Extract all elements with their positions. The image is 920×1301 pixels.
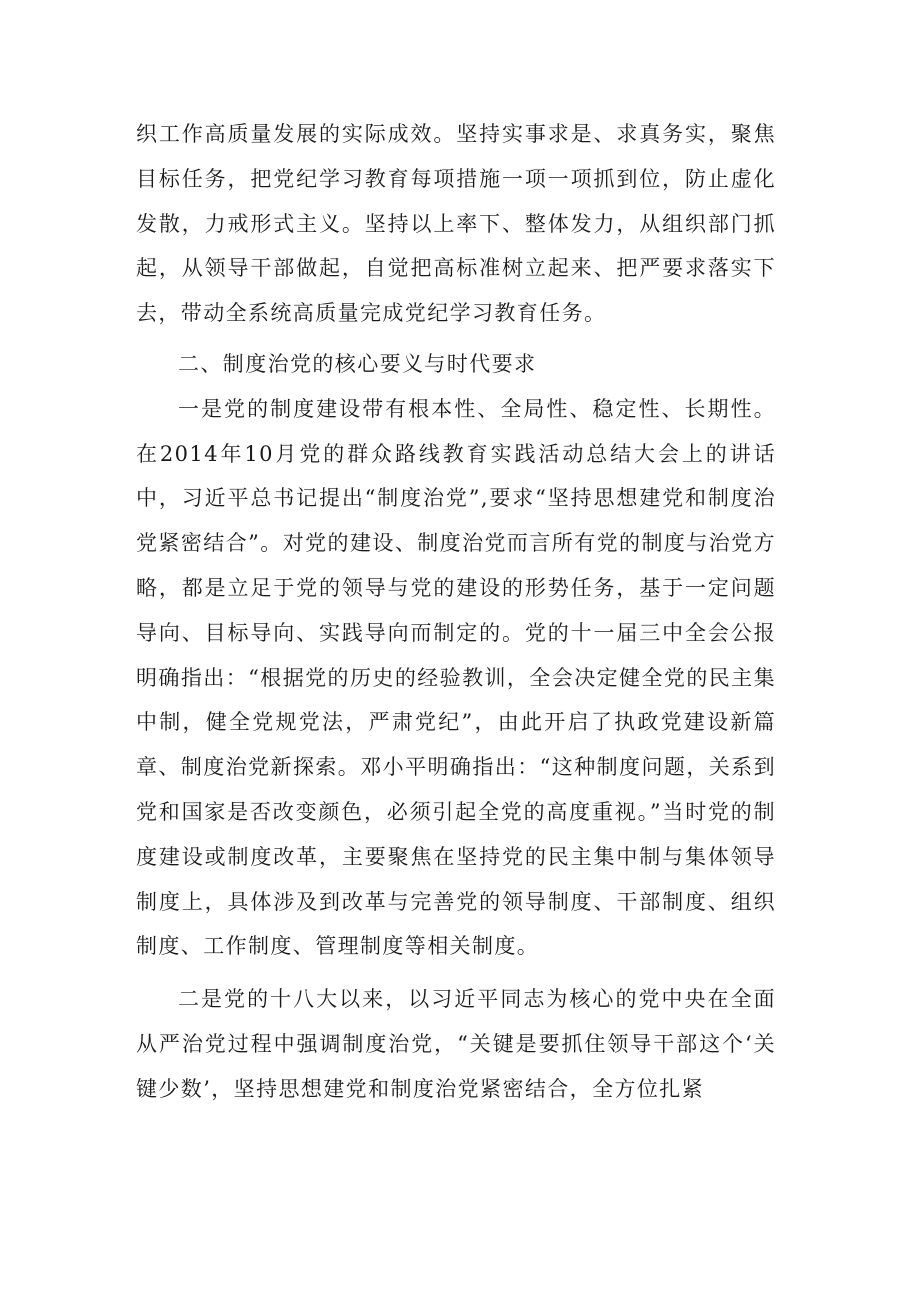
document-body [136, 112, 776, 1112]
paragraph-point-two: 二是党的十八大以来，以习近平同志为核心的党中央在全面从严治党过程中强调制度治党，“关键是要抓住领导干部这个‘关键少数’，坚持思想建党和制度治党紧密结合，全方位扎紧 [136, 987, 776, 1101]
paragraph-point-one: 一是党的制度建设带有根本性、全局性、稳定性、长期性。在2014年10月党的群众路线教育实践活动总结大会上的讲话中，习近平总书记提出“制度治党”,要求“坚持思想建党和制度治党紧密结合”。对党的建设、制度治党而言所有党的制度与治党方略，都是立足于党的领导与党的建设的形势任务，基于一定问题导向、目标导向、实践导向而制定的。党的十一届三中全会公报明确指出：“根据党的历史的经验教训，全会决定健全党的民主集中制，健全党规党法，严肃党纪”，由此开启了执政党建设新篇章、制度治党新探索。邓小平明确指出：“这种制度问题，关系到党和国家是否改变颜色，必须引起全党的高度重视。”当时党的制度建设或制度改革，主要聚焦在坚持党的民主集中制与集体领导制度上，具体涉及到改革与完善党的领导制度、干部制度、组织制度、工作制度、管理制度等相关制度。 [136, 396, 776, 959]
section-heading: 二、制度治党的核心要义与时代要求 [178, 351, 537, 376]
paragraph-continuation: 织工作高质量发展的实际成效。坚持实事求是、求真务实，聚焦目标任务，把党纪学习教育每项措施一项一项抓到位，防止虚化发散，力戒形式主义。坚持以上率下、整体发力，从组织部门抓起，从领导干部做起，自觉把高标准树立起来、把严要求落实下去，带动全系统高质量完成党纪学习教育任务。 [136, 122, 776, 326]
